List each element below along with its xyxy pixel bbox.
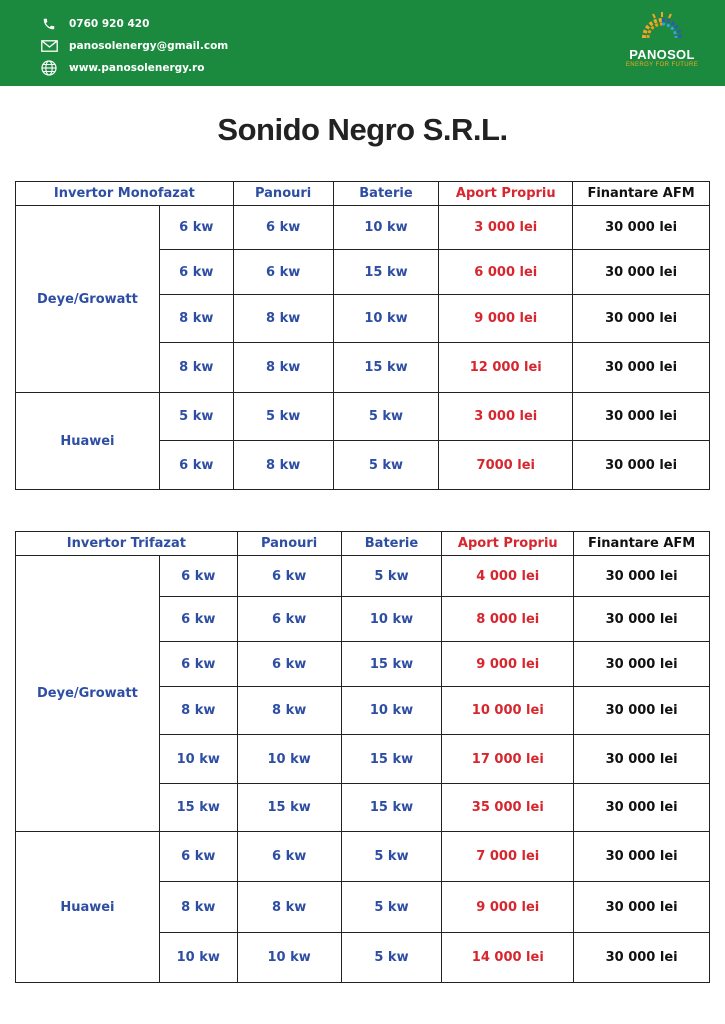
afm-cell: 30 000 lei [573, 343, 710, 393]
panouri-cell: 6 kw [237, 556, 341, 597]
table-row [16, 832, 710, 882]
baterie-cell: 10 kw [333, 206, 439, 250]
inverter-cell: 6 kw [159, 250, 233, 295]
afm-cell: 30 000 lei [574, 556, 710, 597]
header-invertor-type: Trifazat [130, 536, 186, 551]
afm-cell: 30 000 lei [574, 687, 710, 735]
aport-cell: 12 000 lei [439, 343, 573, 393]
inverter-cell: 8 kw [159, 882, 237, 933]
aport-cell: 9 000 lei [442, 882, 574, 933]
aport-cell: 8 000 lei [442, 597, 574, 642]
aport-cell: 7000 lei [439, 441, 573, 490]
panouri-cell: 6 kw [237, 642, 341, 687]
header-bar [0, 0, 725, 86]
inverter-cell: 6 kw [159, 441, 233, 490]
logo-name: PANOSOL [629, 47, 695, 62]
table-row [16, 393, 710, 441]
brand-cell: Huawei [16, 393, 160, 490]
afm-cell: 30 000 lei [574, 882, 710, 933]
inverter-cell: 10 kw [159, 933, 237, 983]
afm-cell: 30 000 lei [574, 735, 710, 784]
baterie-cell: 15 kw [333, 343, 439, 393]
panouri-cell: 10 kw [237, 735, 341, 784]
baterie-cell: 5 kw [341, 933, 442, 983]
panouri-cell: 5 kw [233, 393, 333, 441]
baterie-cell: 15 kw [341, 642, 442, 687]
panouri-cell: 6 kw [237, 832, 341, 882]
baterie-cell: 10 kw [341, 687, 442, 735]
table-row [16, 556, 710, 597]
globe-icon [40, 60, 58, 76]
baterie-cell: 15 kw [333, 250, 439, 295]
header-baterie: Baterie [341, 532, 442, 556]
trifazat-price-table [15, 531, 710, 983]
header-finantare-afm: Finantare AFM [574, 532, 710, 556]
aport-cell: 3 000 lei [439, 206, 573, 250]
panouri-cell: 8 kw [233, 295, 333, 343]
panouri-cell: 10 kw [237, 933, 341, 983]
panouri-cell: 8 kw [237, 882, 341, 933]
panouri-cell: 8 kw [233, 343, 333, 393]
afm-cell: 30 000 lei [574, 933, 710, 983]
brand-cell: Deye/Growatt [16, 556, 160, 832]
baterie-cell: 15 kw [341, 735, 442, 784]
panosol-logo [612, 8, 712, 78]
brand-cell: Huawei [16, 832, 160, 983]
panouri-cell: 6 kw [237, 597, 341, 642]
inverter-cell: 8 kw [159, 295, 233, 343]
baterie-cell: 5 kw [333, 441, 439, 490]
afm-cell: 30 000 lei [573, 393, 710, 441]
table-header-row [16, 182, 710, 206]
aport-cell: 35 000 lei [442, 784, 574, 832]
baterie-cell: 5 kw [341, 832, 442, 882]
header-invertor [16, 182, 234, 206]
afm-cell: 30 000 lei [574, 642, 710, 687]
afm-cell: 30 000 lei [574, 597, 710, 642]
inverter-cell: 6 kw [159, 832, 237, 882]
contact-email [40, 38, 228, 54]
panouri-cell: 15 kw [237, 784, 341, 832]
aport-cell: 14 000 lei [442, 933, 574, 983]
header-panouri: Panouri [237, 532, 341, 556]
aport-cell: 6 000 lei [439, 250, 573, 295]
header-invertor-type: Monofazat [117, 186, 195, 201]
header-aport-propriu: Aport Propriu [442, 532, 574, 556]
header-invertor-prefix: Invertor [53, 186, 118, 201]
inverter-cell: 6 kw [159, 642, 237, 687]
afm-cell: 30 000 lei [574, 832, 710, 882]
baterie-cell: 10 kw [341, 597, 442, 642]
baterie-cell: 5 kw [341, 882, 442, 933]
header-baterie: Baterie [333, 182, 439, 206]
header-finantare-afm: Finantare AFM [573, 182, 710, 206]
baterie-cell: 5 kw [333, 393, 439, 441]
header-aport-propriu: Aport Propriu [439, 182, 573, 206]
aport-cell: 3 000 lei [439, 393, 573, 441]
aport-cell: 4 000 lei [442, 556, 574, 597]
panouri-cell: 6 kw [233, 250, 333, 295]
baterie-cell: 10 kw [333, 295, 439, 343]
aport-cell: 9 000 lei [442, 642, 574, 687]
panouri-cell: 6 kw [233, 206, 333, 250]
inverter-cell: 6 kw [159, 556, 237, 597]
afm-cell: 30 000 lei [573, 206, 710, 250]
panouri-cell: 8 kw [237, 687, 341, 735]
afm-cell: 30 000 lei [573, 295, 710, 343]
panouri-cell: 8 kw [233, 441, 333, 490]
phone-icon [40, 16, 58, 32]
contact-website [40, 60, 204, 76]
website-link[interactable]: www.panosolenergy.ro [69, 62, 205, 74]
phone-number[interactable]: 0760 920 420 [69, 18, 150, 30]
inverter-cell: 8 kw [159, 687, 237, 735]
aport-cell: 9 000 lei [439, 295, 573, 343]
aport-cell: 7 000 lei [442, 832, 574, 882]
inverter-cell: 15 kw [159, 784, 237, 832]
inverter-cell: 6 kw [159, 206, 233, 250]
baterie-cell: 5 kw [341, 556, 442, 597]
afm-cell: 30 000 lei [574, 784, 710, 832]
logo-tagline: ENERGY FOR FUTURE [625, 62, 699, 68]
afm-cell: 30 000 lei [573, 250, 710, 295]
baterie-cell: 15 kw [341, 784, 442, 832]
inverter-cell: 6 kw [159, 597, 237, 642]
page-title: Sonido Negro S.R.L. [217, 112, 508, 147]
afm-cell: 30 000 lei [573, 441, 710, 490]
header-panouri: Panouri [233, 182, 333, 206]
email-address[interactable]: panosolenergy@gmail.com [69, 40, 229, 52]
solar-panel-logo-icon [638, 8, 686, 46]
aport-cell: 10 000 lei [442, 687, 574, 735]
table-header-row [16, 532, 710, 556]
envelope-icon [40, 38, 58, 54]
inverter-cell: 8 kw [159, 343, 233, 393]
brand-cell: Deye/Growatt [16, 206, 160, 393]
inverter-cell: 10 kw [159, 735, 237, 784]
header-invertor-prefix: Invertor [66, 536, 131, 551]
table-row [16, 206, 710, 250]
contact-phone [40, 16, 149, 32]
inverter-cell: 5 kw [159, 393, 233, 441]
monofazat-price-table [15, 181, 710, 490]
aport-cell: 17 000 lei [442, 735, 574, 784]
header-invertor [16, 532, 238, 556]
